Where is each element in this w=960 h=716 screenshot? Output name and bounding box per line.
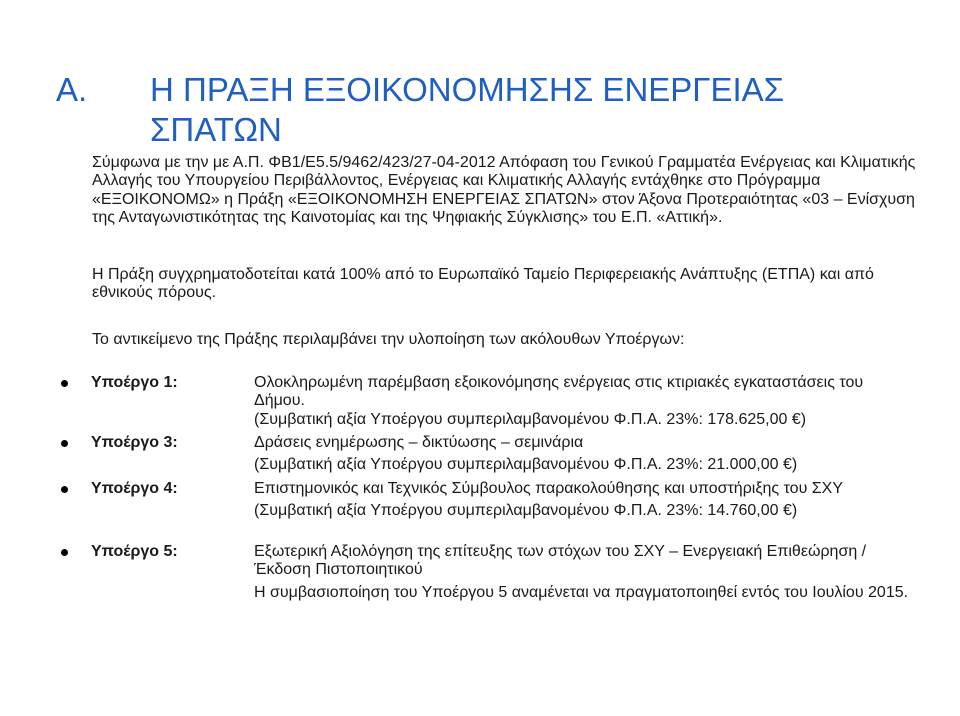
subproject-detail: (Συμβατική αξία Υποέργου συμπεριλαμβανομένου Φ.Π.Α. 23%: 178.625,00 €) xyxy=(254,410,807,428)
title-line-2: ΣΠΑΤΩΝ xyxy=(150,111,282,148)
subproject-description-block xyxy=(254,543,914,602)
subproject-detail: Η συμβασιοποίηση του Υποέργου 5 αναμένεται να πραγματοποιηθεί εντός του Ιουλίου 2015. xyxy=(254,583,909,601)
intro-paragraph: Σύμφωνα με την με Α.Π. ΦΒ1/Ε5.5/9462/423/27-04-2012 Απόφαση του Γενικού Γραμματέα Ενέργειας και Κλιματικής Αλλαγής του Υπουργείου Περιβάλλοντος, Ενέργειας και Κλιματικής Αλλαγής εντάχθηκε στο Πρόγραμμα «ΕΞΟΙΚΟΝΟΜΩ» η Πράξη «ΕΞΟΙΚΟΝΟΜΗΣΗ ΕΝΕΡΓΕΙΑΣ ΣΠΑΤΩΝ» στον Άξονα Προτεραιότητας «03 – Ενίσχυση της Ανταγωνιστικότητας της Καινοτομίας και της Ψηφιακής Σύγκλισης» του Ε.Π. «Αττική». xyxy=(92,154,916,227)
subproject-label: Υποέργο 5: xyxy=(91,543,178,560)
title-number: Α. xyxy=(56,71,88,108)
subproject-description-block xyxy=(254,480,914,521)
bullet-icon xyxy=(61,486,68,493)
subproject-description: Ολοκληρωμένη παρέμβαση εξοικονόμησης ενέργειας στις κτιριακές εγκαταστάσεις του Δήμου. xyxy=(254,374,864,410)
subproject-description: Δράσεις ενημέρωσης – δικτύωσης – σεμινάρια xyxy=(254,434,584,451)
subproject-description: Επιστημονικός και Τεχνικός Σύμβουλος παρακολούθησης και υποστήριξης του ΣΧΥ xyxy=(254,480,843,497)
subproject-label: Υποέργο 3: xyxy=(91,434,178,451)
object-intro-paragraph: Το αντικείμενο της Πράξης περιλαμβάνει την υλοποίηση των ακόλουθων Υποέργων: xyxy=(92,331,685,348)
subproject-label: Υποέργο 4: xyxy=(91,480,178,497)
subproject-detail: (Συμβατική αξία Υποέργου συμπεριλαμβανομένου Φ.Π.Α. 23%: 14.760,00 €) xyxy=(254,502,798,520)
subproject-description-block xyxy=(254,374,914,429)
subproject-detail: (Συμβατική αξία Υποέργου συμπεριλαμβανομένου Φ.Π.Α. 23%: 21.000,00 €) xyxy=(254,456,798,474)
page-title xyxy=(56,70,916,150)
funding-paragraph: Η Πράξη συγχρηματοδοτείται κατά 100% από το Ευρωπαϊκό Ταμείο Περιφερειακής Ανάπτυξης (ΕΤΠΑ) και από εθνικούς πόρους. xyxy=(92,266,874,302)
subproject-description: Εξωτερική Αξιολόγηση της επίτευξης των στόχων του ΣΧΥ – Ενεργειακή Επιθεώρηση / Έκδοση Πιστοποιητικού xyxy=(254,543,867,579)
bullet-icon xyxy=(61,549,68,556)
subproject-description-block xyxy=(254,434,914,475)
title-line-1 xyxy=(56,70,916,110)
title-text-1: Η ΠΡΑΞΗ ΕΞΟΙΚΟΝΟΜΗΣΗΣ ΕΝΕΡΓΕΙΑΣ xyxy=(150,71,785,108)
bullet-icon xyxy=(61,440,68,447)
bullet-icon xyxy=(61,380,68,387)
subproject-label: Υποέργο 1: xyxy=(91,374,178,391)
